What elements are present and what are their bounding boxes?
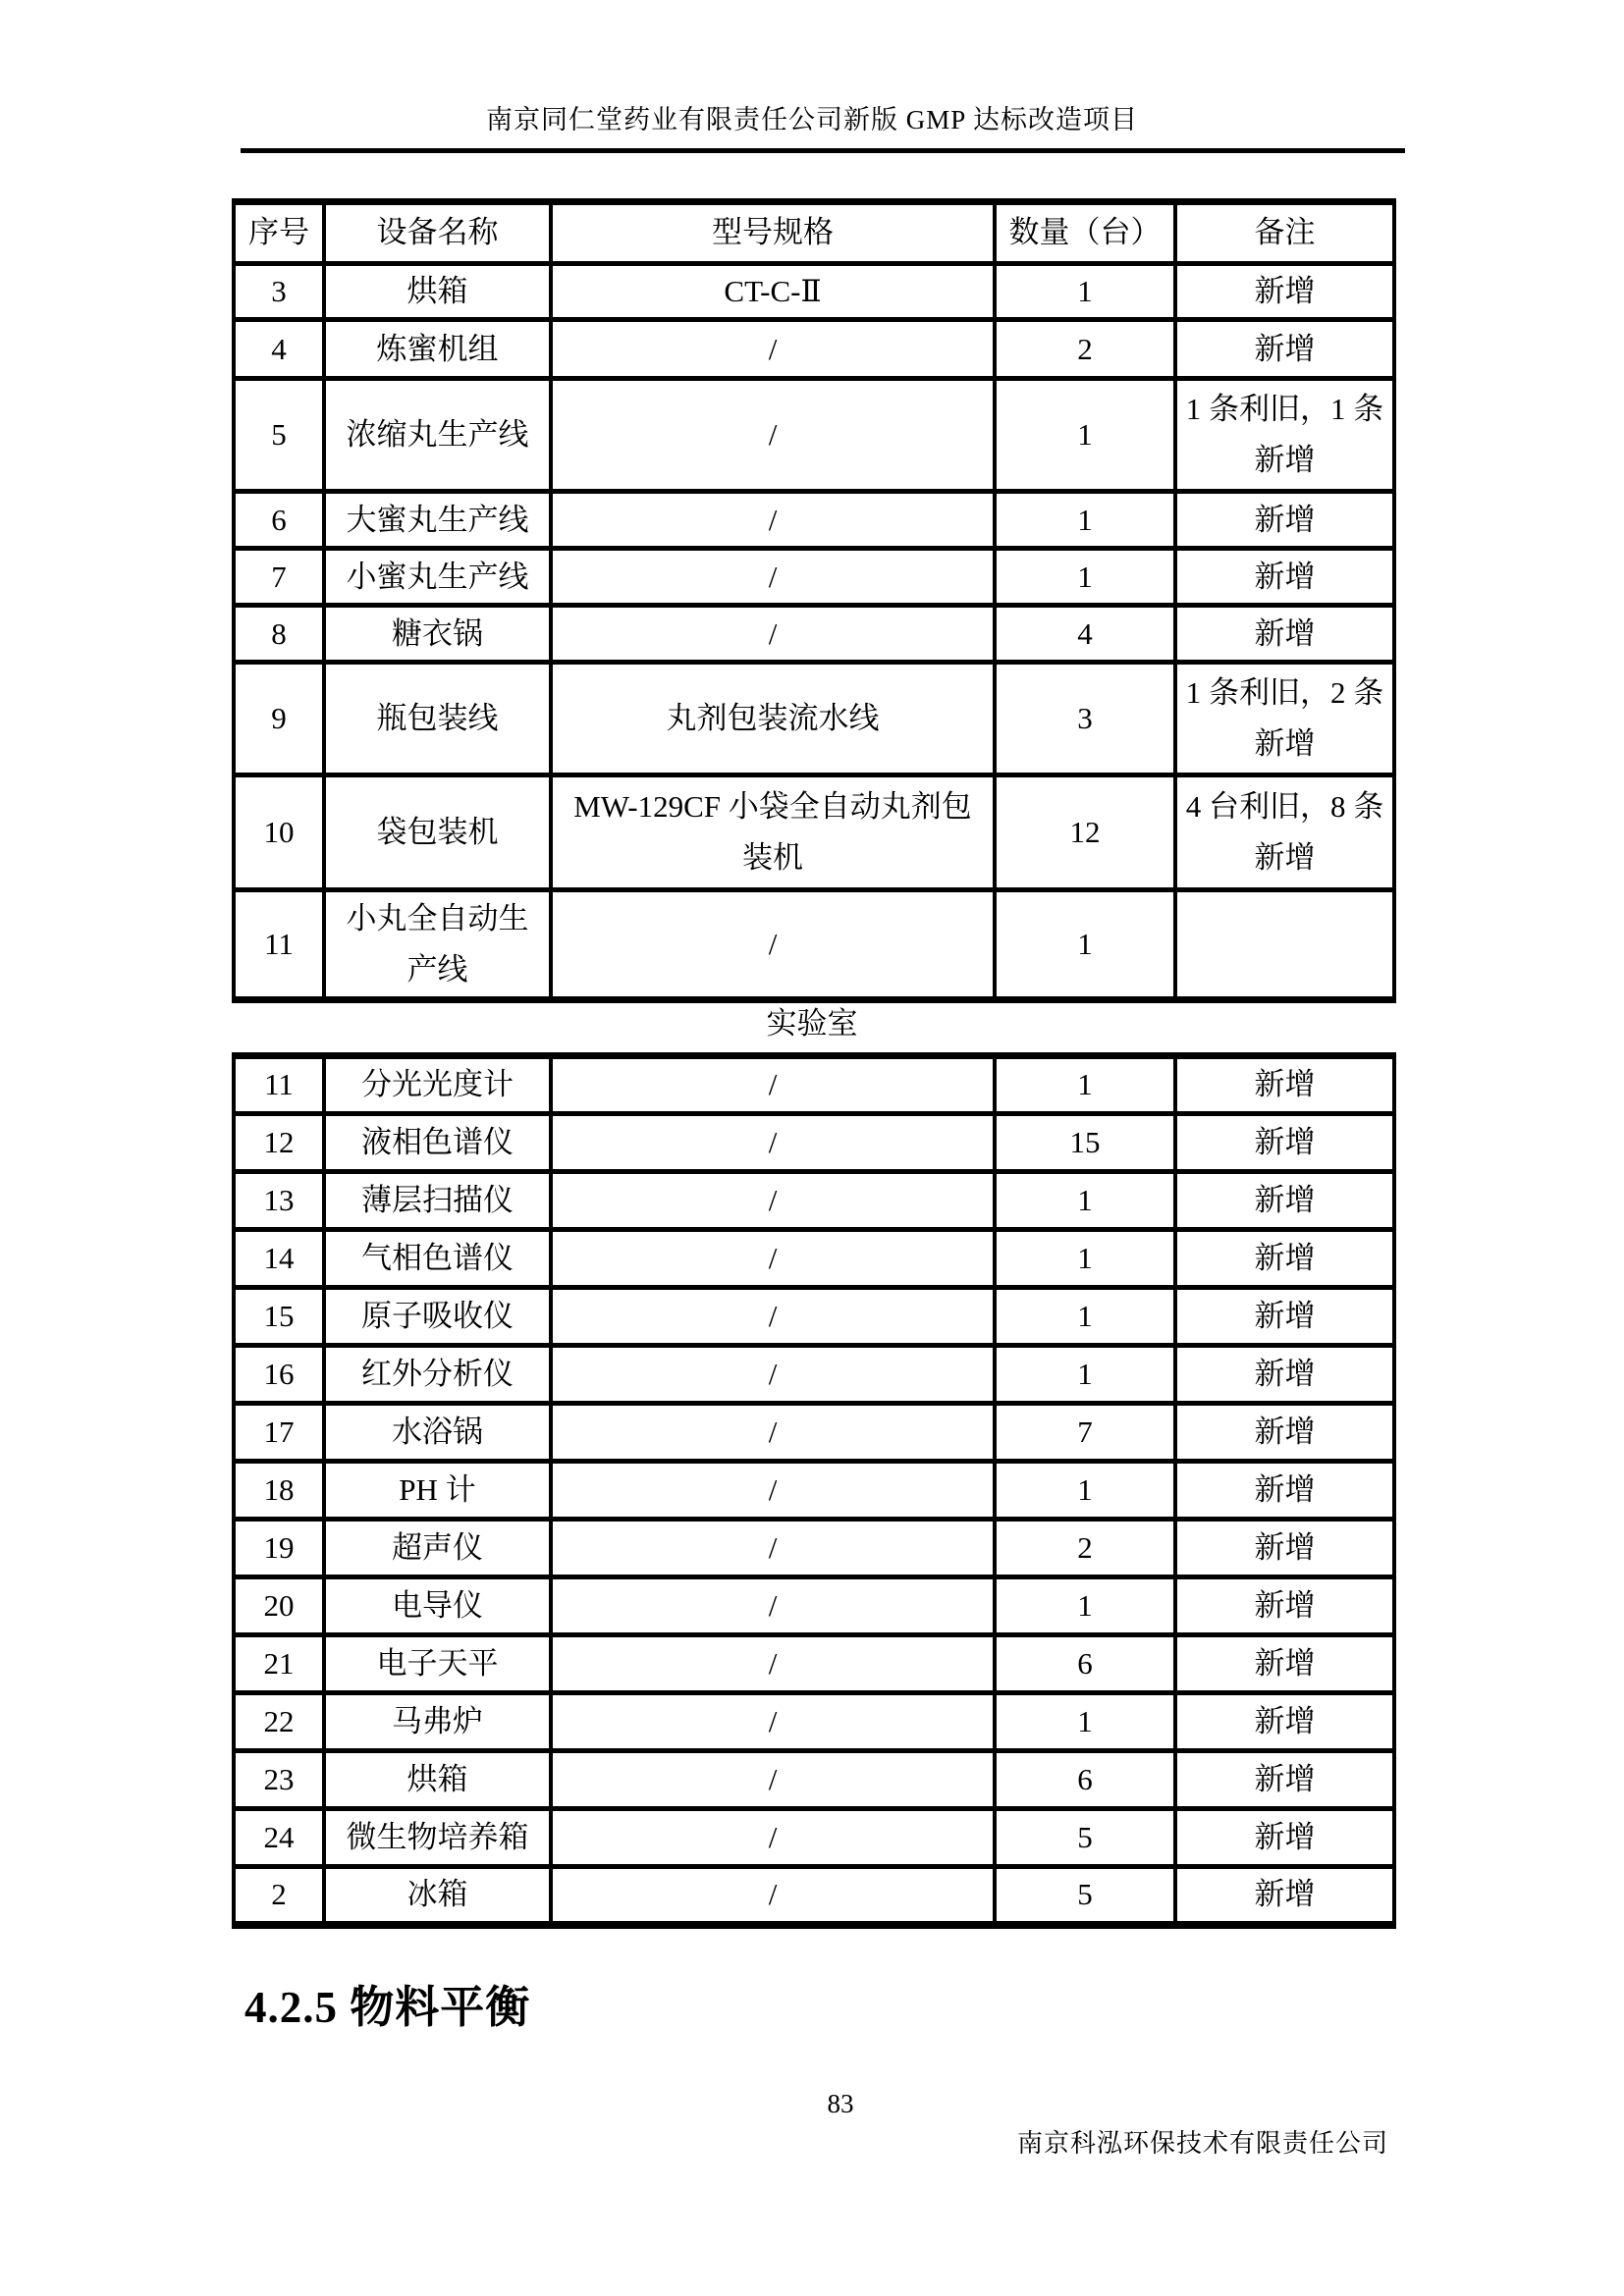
cell-no: 2 — [234, 1867, 324, 1925]
table-row — [234, 1288, 1394, 1346]
cell-remark: 新增 — [1175, 1346, 1394, 1404]
cell-name: 分光光度计 — [324, 1056, 551, 1114]
table-row — [234, 1462, 1394, 1520]
column-header-qty: 数量（台） — [995, 202, 1175, 264]
cell-name: 烘箱 — [324, 264, 551, 320]
table-row — [234, 264, 1394, 320]
cell-no: 18 — [234, 1462, 324, 1520]
cell-spec: / — [551, 1404, 995, 1462]
column-header-remark: 备注 — [1175, 202, 1394, 264]
cell-qty: 6 — [995, 1635, 1175, 1693]
cell-no: 8 — [234, 606, 324, 663]
table-row — [234, 775, 1394, 890]
column-header-name: 设备名称 — [324, 202, 551, 264]
cell-name: 超声仪 — [324, 1520, 551, 1577]
cell-name: 水浴锅 — [324, 1404, 551, 1462]
equipment-table — [232, 198, 1396, 1003]
table-row — [234, 549, 1394, 606]
cell-name: 气相色谱仪 — [324, 1230, 551, 1288]
cell-no: 16 — [234, 1346, 324, 1404]
table-row — [234, 1809, 1394, 1867]
cell-name: 电子天平 — [324, 1635, 551, 1693]
cell-qty: 1 — [995, 379, 1175, 492]
cell-qty: 1 — [995, 1693, 1175, 1751]
cell-remark: 新增 — [1175, 492, 1394, 549]
cell-qty: 4 — [995, 606, 1175, 663]
lab-section-label: 实验室 — [766, 1006, 858, 1041]
column-header-spec: 型号规格 — [551, 202, 995, 264]
cell-spec: / — [551, 606, 995, 663]
cell-qty: 1 — [995, 1346, 1175, 1404]
cell-name: 大蜜丸生产线 — [324, 492, 551, 549]
cell-remark: 新增 — [1175, 1520, 1394, 1577]
cell-remark: 新增 — [1175, 1635, 1394, 1693]
cell-qty: 1 — [995, 1462, 1175, 1520]
table-row — [234, 1230, 1394, 1288]
table-row — [234, 890, 1394, 1000]
cell-spec: / — [551, 890, 995, 1000]
cell-qty: 7 — [995, 1404, 1175, 1462]
cell-remark: 4 台利旧，8 条新增 — [1175, 775, 1394, 890]
cell-spec: 丸剂包装流水线 — [551, 663, 995, 775]
section-heading: 4.2.5 物料平衡 — [244, 1983, 531, 2032]
cell-remark: 新增 — [1175, 1867, 1394, 1925]
cell-qty: 1 — [995, 1172, 1175, 1230]
cell-name: 原子吸收仪 — [324, 1288, 551, 1346]
cell-qty: 1 — [995, 264, 1175, 320]
cell-spec: / — [551, 1693, 995, 1751]
cell-name: 电导仪 — [324, 1577, 551, 1635]
cell-remark: 新增 — [1175, 1693, 1394, 1751]
cell-no: 11 — [234, 890, 324, 1000]
table-row — [234, 1577, 1394, 1635]
cell-remark: 新增 — [1175, 1172, 1394, 1230]
table-row — [234, 1867, 1394, 1925]
cell-qty: 2 — [995, 1520, 1175, 1577]
table-row — [234, 1114, 1394, 1172]
cell-spec: / — [551, 1346, 995, 1404]
cell-name: PH 计 — [324, 1462, 551, 1520]
cell-spec: / — [551, 379, 995, 492]
cell-spec: / — [551, 1230, 995, 1288]
cell-name: 小丸全自动生产线 — [324, 890, 551, 1000]
cell-remark: 新增 — [1175, 606, 1394, 663]
cell-no: 11 — [234, 1056, 324, 1114]
table-row — [234, 1056, 1394, 1114]
cell-remark: 新增 — [1175, 1114, 1394, 1172]
cell-qty: 1 — [995, 492, 1175, 549]
table-row — [234, 1693, 1394, 1751]
table-row — [234, 1520, 1394, 1577]
table-row — [234, 1172, 1394, 1230]
table-row — [234, 663, 1394, 775]
cell-remark: 新增 — [1175, 1751, 1394, 1809]
cell-no: 24 — [234, 1809, 324, 1867]
cell-qty: 5 — [995, 1867, 1175, 1925]
cell-name: 浓缩丸生产线 — [324, 379, 551, 492]
cell-remark: 新增 — [1175, 1577, 1394, 1635]
cell-spec: / — [551, 549, 995, 606]
table-row — [234, 1346, 1394, 1404]
cell-spec: / — [551, 492, 995, 549]
cell-spec: / — [551, 1635, 995, 1693]
cell-remark: 新增 — [1175, 264, 1394, 320]
cell-name: 马弗炉 — [324, 1693, 551, 1751]
cell-remark: 新增 — [1175, 1288, 1394, 1346]
page-header-title: 南京同仁堂药业有限责任公司新版 GMP 达标改造项目 — [485, 105, 1139, 134]
cell-spec: / — [551, 1751, 995, 1809]
cell-no: 15 — [234, 1288, 324, 1346]
cell-qty: 15 — [995, 1114, 1175, 1172]
cell-name: 红外分析仪 — [324, 1346, 551, 1404]
table-row — [234, 492, 1394, 549]
cell-spec: / — [551, 1462, 995, 1520]
cell-qty: 1 — [995, 1056, 1175, 1114]
cell-qty: 6 — [995, 1751, 1175, 1809]
cell-name: 炼蜜机组 — [324, 320, 551, 379]
cell-no: 7 — [234, 549, 324, 606]
footer-company: 南京科泓环保技术有限责任公司 — [1016, 2129, 1388, 2158]
cell-remark: 新增 — [1175, 1462, 1394, 1520]
cell-no: 17 — [234, 1404, 324, 1462]
cell-remark — [1175, 890, 1394, 1000]
cell-spec: / — [551, 1809, 995, 1867]
cell-name: 瓶包装线 — [324, 663, 551, 775]
cell-no: 5 — [234, 379, 324, 492]
cell-no: 3 — [234, 264, 324, 320]
cell-name: 薄层扫描仪 — [324, 1172, 551, 1230]
table-row — [234, 320, 1394, 379]
cell-spec: / — [551, 1520, 995, 1577]
cell-spec: MW-129CF 小袋全自动丸剂包装机 — [551, 775, 995, 890]
cell-remark: 新增 — [1175, 1056, 1394, 1114]
cell-spec: CT-C-Ⅱ — [551, 264, 995, 320]
column-header-no: 序号 — [234, 202, 324, 264]
cell-no: 21 — [234, 1635, 324, 1693]
cell-name: 烘箱 — [324, 1751, 551, 1809]
cell-no: 19 — [234, 1520, 324, 1577]
cell-no: 20 — [234, 1577, 324, 1635]
cell-remark: 新增 — [1175, 1809, 1394, 1867]
cell-no: 23 — [234, 1751, 324, 1809]
cell-qty: 1 — [995, 890, 1175, 1000]
equipment-table-header-row — [234, 202, 1394, 264]
cell-name: 微生物培养箱 — [324, 1809, 551, 1867]
cell-spec: / — [551, 1577, 995, 1635]
cell-remark: 新增 — [1175, 320, 1394, 379]
header-rule — [241, 148, 1405, 153]
cell-name: 小蜜丸生产线 — [324, 549, 551, 606]
cell-remark: 新增 — [1175, 1230, 1394, 1288]
table-row — [234, 606, 1394, 663]
cell-qty: 5 — [995, 1809, 1175, 1867]
cell-qty: 2 — [995, 320, 1175, 379]
cell-remark: 1 条利旧，2 条新增 — [1175, 663, 1394, 775]
cell-spec: / — [551, 1056, 995, 1114]
cell-qty: 3 — [995, 663, 1175, 775]
cell-spec: / — [551, 1867, 995, 1925]
cell-remark: 1 条利旧，1 条新增 — [1175, 379, 1394, 492]
lab-table — [232, 1052, 1396, 1929]
cell-qty: 1 — [995, 1230, 1175, 1288]
cell-name: 袋包装机 — [324, 775, 551, 890]
cell-name: 糖衣锅 — [324, 606, 551, 663]
cell-spec: / — [551, 1288, 995, 1346]
cell-spec: / — [551, 1172, 995, 1230]
cell-no: 10 — [234, 775, 324, 890]
table-row — [234, 379, 1394, 492]
cell-no: 13 — [234, 1172, 324, 1230]
cell-remark: 新增 — [1175, 1404, 1394, 1462]
cell-no: 4 — [234, 320, 324, 379]
cell-no: 9 — [234, 663, 324, 775]
cell-name: 液相色谱仪 — [324, 1114, 551, 1172]
table-row — [234, 1751, 1394, 1809]
page-number: 83 — [827, 2089, 854, 2118]
cell-spec: / — [551, 1114, 995, 1172]
cell-no: 12 — [234, 1114, 324, 1172]
cell-spec: / — [551, 320, 995, 379]
cell-no: 6 — [234, 492, 324, 549]
cell-qty: 1 — [995, 549, 1175, 606]
cell-no: 14 — [234, 1230, 324, 1288]
cell-qty: 1 — [995, 1577, 1175, 1635]
table-row — [234, 1635, 1394, 1693]
table-row — [234, 1404, 1394, 1462]
cell-qty: 12 — [995, 775, 1175, 890]
cell-no: 22 — [234, 1693, 324, 1751]
cell-remark: 新增 — [1175, 549, 1394, 606]
cell-name: 冰箱 — [324, 1867, 551, 1925]
cell-qty: 1 — [995, 1288, 1175, 1346]
